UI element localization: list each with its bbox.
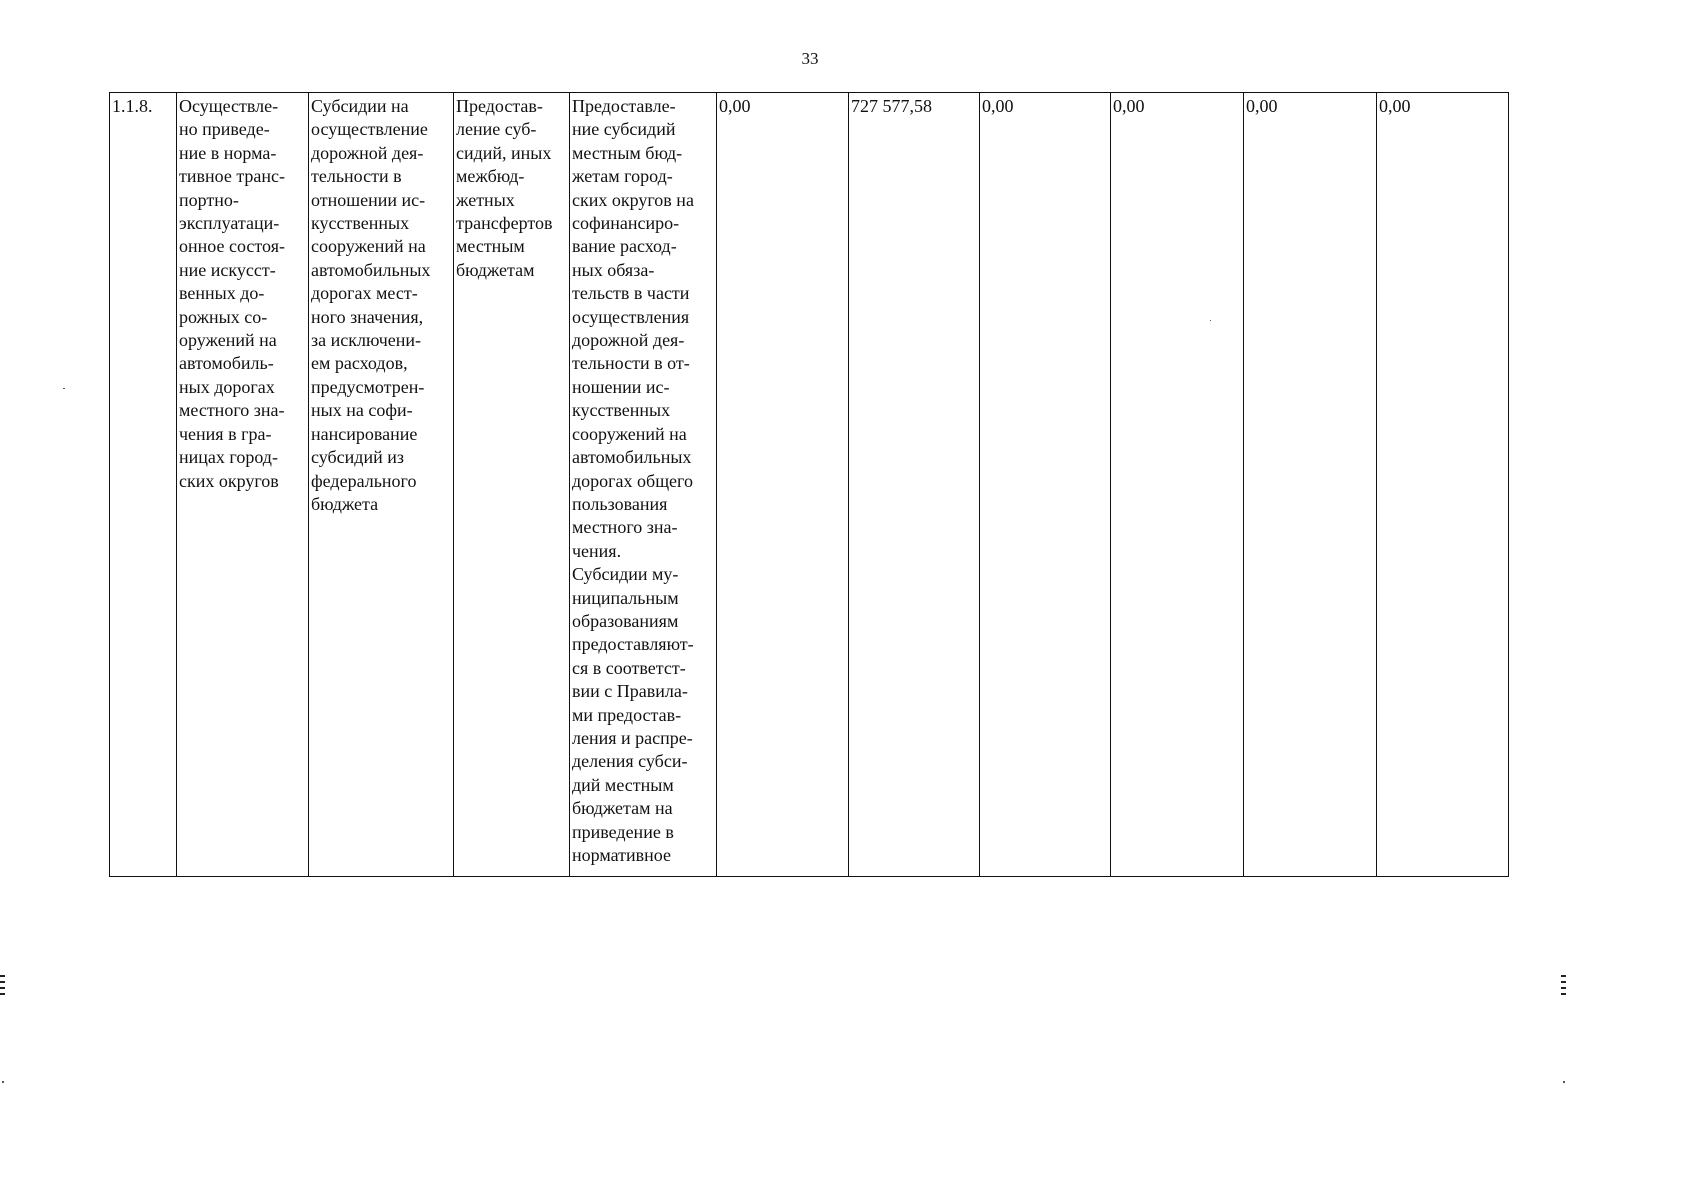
description-cell: Предоставле- ние субсидий местным бюд- жетам город- ских округов на софинансиро- вание расход- ных обяза- тельств в части осуществления дорожной дея- тельности в от- ношении ис- кусственных сооружений на автомобильных дорогах общего пользования местного зна- чения. Субсидии му- ниципальным образованиям предоставляют- ся в соответст- вии с Правила- ми предостав- ления и распре- деления субси- дий местным бюджетам на приведение в нормативное [570,93,717,877]
table-row [110,93,1509,877]
scan-speck [63,388,65,389]
amount-cell-5: 0,00 [1244,93,1377,877]
right-margin-marks [1561,975,1567,999]
amount-cell-3: 0,00 [980,93,1111,877]
left-margin-marks [0,975,6,999]
row-index-cell: 1.1.8. [110,93,177,877]
scan-speck [1563,1081,1565,1083]
scan-speck [1210,320,1211,321]
page-number: 33 [801,49,819,68]
mechanism-cell: Предостав- ление суб- сидий, иных межбюд- жетных трансфертов местным бюджетам [454,93,570,877]
scan-speck [2,1081,4,1083]
amount-cell-6: 0,00 [1377,93,1509,877]
event-name-cell: Осуществле- но приведе- ние в норма- тивное транс- портно- эксплуатаци- онное состоя- ние искусст- венных до- рожных со- оружений на автомобиль- ных дорогах местного зна- чения в гра- ницах город- ских округов [177,93,309,877]
amount-cell-2: 727 577,58 [849,93,980,877]
expense-type-cell: Субсидии на осуществление дорожной дея- тельности в отношении ис- кусственных сооружений на автомобильных дорогах мест- ного значения, за исключени- ем расходов, предусмотрен- ных на софи- нансирование субсидий из федерального бюджета [309,93,454,877]
amount-cell-1: 0,00 [717,93,849,877]
amount-cell-4: 0,00 [1111,93,1244,877]
budget-table [109,92,1509,877]
